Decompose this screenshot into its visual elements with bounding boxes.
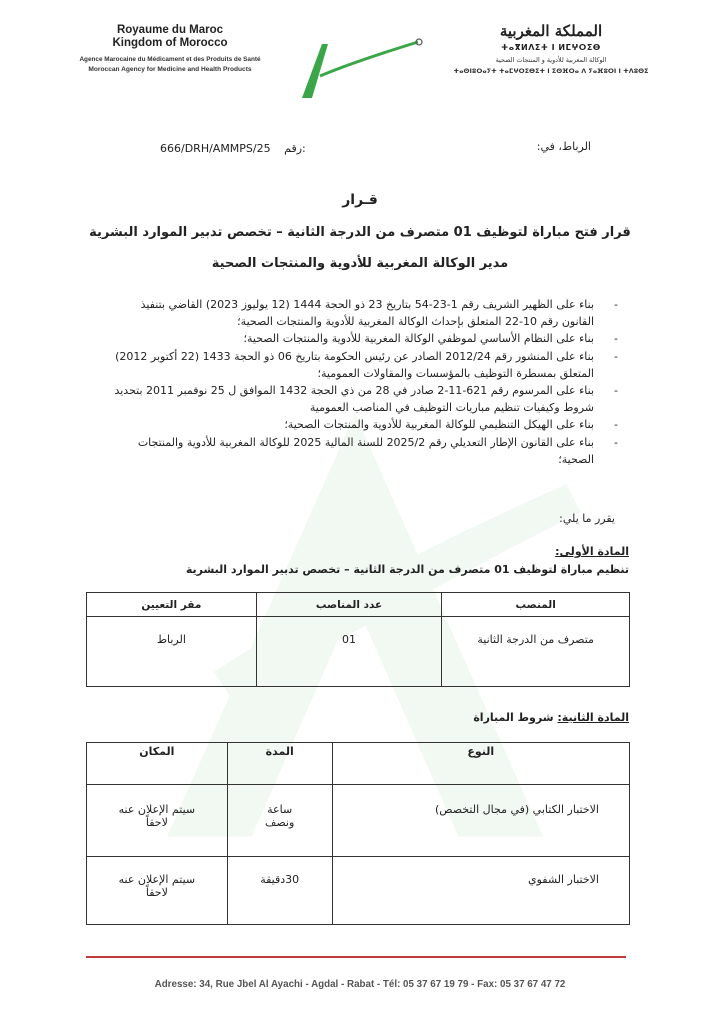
reference-number (160, 142, 306, 155)
list-item: - بناء على القانون الإطار التعديلي رقم 2025/2 للسنة المالية 2025 للوكالة المغربية للأدوية والمنتجات الصحية؛ (112, 434, 604, 468)
table-cell: 01 (256, 617, 442, 687)
exam-place (87, 785, 228, 857)
header-left (40, 24, 300, 73)
exam-duration (227, 785, 332, 857)
list-item: - بناء على المنشور رقم 2012/24 الصادر عن رئيس الحكومة بتاريخ 06 ذو الحجة 1433 (22 أكتوبر 2012) المتعلق بمسطرة التوظيف بالمؤسسات والمقاولات العمومية؛ (112, 348, 604, 382)
kingdom-ar: المملكة المغربية (499, 22, 603, 40)
exam-duration (227, 857, 332, 925)
ammps-logo-icon (298, 36, 428, 102)
table-header: المدة (227, 743, 332, 785)
agency-fr: Agence Marocaine du Médicament et des Produits de Santé (79, 56, 261, 63)
table-header: النوع (332, 743, 629, 785)
place-line: لاحقاً (145, 886, 168, 899)
table-header: المكان (87, 743, 228, 785)
place-line: سيتم الإعلان عنه (118, 873, 196, 886)
table-header: مقر التعيين (87, 593, 257, 617)
exam-type: الاختبار الشفوي (332, 857, 629, 925)
exam-type: الاختبار الكتابي (في مجال التخصص) (332, 785, 629, 857)
agency-ar: الوكالة المغربية للأدوية و المنتجات الصحية (495, 56, 607, 64)
footer-divider (86, 956, 626, 958)
table-header: المنصب (442, 593, 630, 617)
duration-line: ساعة (267, 803, 293, 816)
footer-address: Adresse: 34, Rue Jbel Al Ayachi - Agdal - Rabat - Tél: 05 37 67 19 79 - Fax: 05 37 67 47 72 (154, 979, 566, 990)
place-date: الرباط، في: (536, 140, 591, 153)
article2-label: المادة الثانية: (557, 711, 629, 724)
table-header-row (87, 743, 630, 785)
table-row (87, 617, 630, 687)
article2-title (473, 711, 629, 724)
table-header: عدد المناصب (256, 593, 442, 617)
decision-issuer: مدير الوكالة المغربية للأدوية والمنتجات الصحية (211, 256, 509, 271)
article1-title: المادة الأولى: (555, 545, 629, 558)
list-item: - بناء على الظهير الشريف رقم 1-23-54 بتاريخ 23 ذو الحجة 1444 (12 يوليوز 2023) القاضي بتنفيذ القانون رقم 10-22 المتعلق بإحداث الوكالة المغربية للأدوية والمنتجات الصحية؛ (112, 296, 604, 330)
considerations-list (112, 296, 604, 468)
list-item: - بناء على المرسوم رقم 621-11-2 صادر في 28 من ذي الحجة 1432 الموافق ل 25 نوفمبر 2011 بتحديد شروط وكيفيات تنظيم مباريات التوظيف في المناصب العمومية (112, 382, 604, 416)
agency-tifinagh: ⵜⴰⵙⵏⵓⵔⴰⵢⵜ ⵜⴰⵎⵖⵔⵉⴱⵉⵜ ⵏ ⵉⵙⴼⵔⴰ ⴷ ⵢⴰⴼⵓⵔⵏ ⵏ ⵜⴷⵓⵙⵉ (453, 67, 649, 75)
place-line: سيتم الإعلان عنه (118, 803, 196, 816)
table-cell: متصرف من الدرجة الثانية (442, 617, 630, 687)
exam-place (87, 857, 228, 925)
table-cell: الرباط (87, 617, 257, 687)
reference-label: رقم: (284, 142, 306, 155)
table-header-row (87, 593, 630, 617)
duration-line: 30دقيقة (260, 873, 300, 886)
kingdom-tifinagh: ⵜⴰⴳⵍⴷⵉⵜ ⵏ ⵍⵎⵖⵔⵉⴱ (501, 43, 601, 52)
article1-text: تنظيم مباراة لتوظيف 01 متصرف من الدرجة الثانية – تخصص تدبير الموارد البشرية (185, 563, 629, 576)
place-line: لاحقاً (145, 816, 168, 829)
list-item: - بناء على الهيكل التنظيمي للوكالة المغربية للأدوية والمنتجات الصحية؛ (112, 416, 604, 433)
kingdom-en: Kingdom of Morocco (112, 37, 228, 49)
table-row (87, 857, 630, 925)
header-right (431, 22, 671, 75)
kingdom-fr: Royaume du Maroc (116, 24, 224, 36)
reference-value: 666/DRH/AMMPS/25 (160, 142, 271, 155)
article2-subtitle: شروط المباراة (473, 711, 554, 724)
duration-line: ونصف (265, 816, 295, 829)
exam-table (86, 742, 630, 925)
decision-heading: قـرار (342, 192, 378, 208)
list-item: - بناء على النظام الأساسي لموظفي الوكالة المغربية للأدوية والمنتجات الصحية؛ (112, 330, 604, 347)
positions-table (86, 592, 630, 687)
agency-en: Moroccan Agency for Medicine and Health Products (88, 66, 252, 73)
decides-label: يقرر ما يلي: (559, 512, 615, 525)
table-row (87, 785, 630, 857)
decision-title: قرار فتح مباراة لتوظيف 01 متصرف من الدرجة الثانية – تخصص تدبير الموارد البشرية (89, 225, 631, 240)
